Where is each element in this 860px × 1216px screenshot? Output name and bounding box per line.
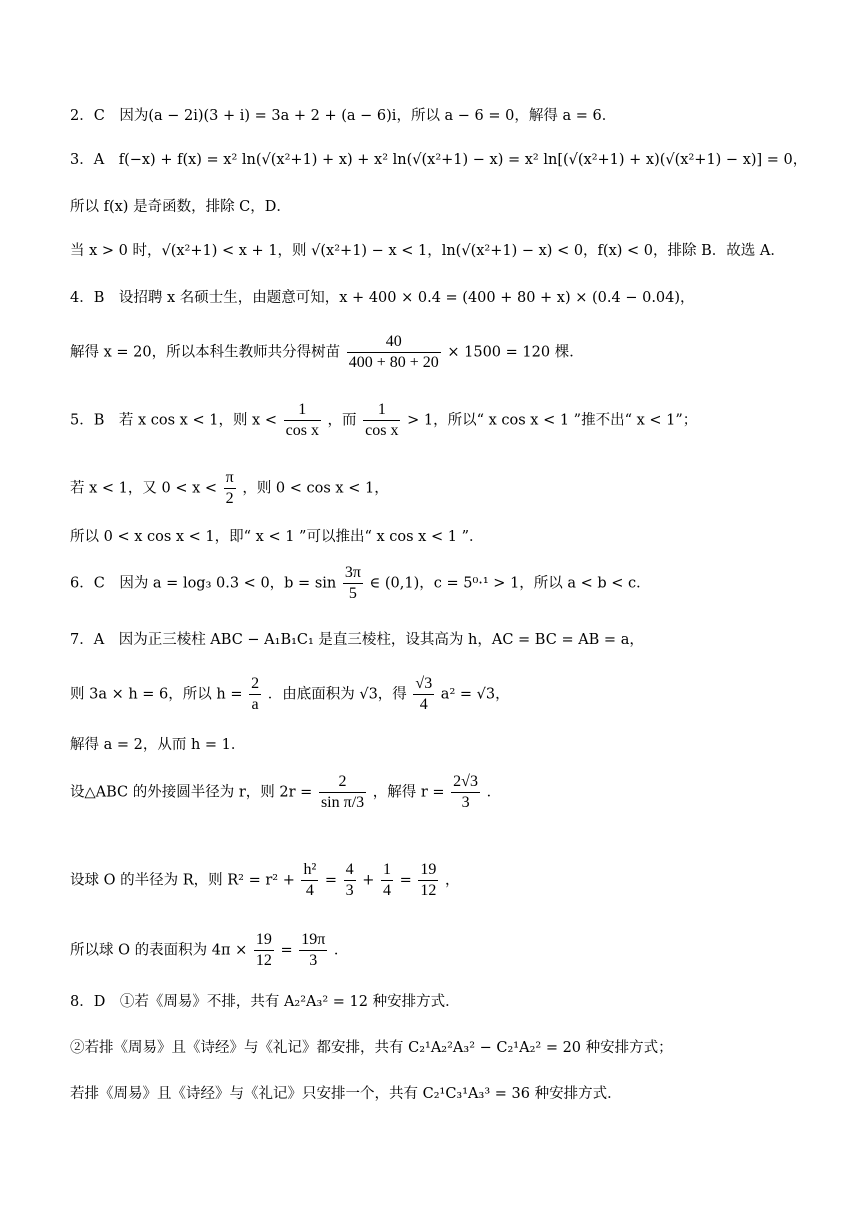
denominator: 2: [225, 490, 234, 507]
answer-4-line-2: [70, 332, 840, 373]
fraction: [344, 860, 356, 901]
answer-4-line-1: 4．B 设招聘 x 名硕士生，由题意可知，x + 400 × 0.4 = (400 + 80 + x) × (0.4 − 0.04)，: [70, 290, 695, 306]
fraction: [224, 468, 236, 509]
denominator: 12: [420, 882, 437, 899]
text: ，而: [327, 412, 357, 429]
numerator: 1: [381, 860, 393, 881]
answer-7-line-6: [70, 930, 840, 971]
fraction: [249, 674, 261, 715]
denominator: 3: [309, 952, 318, 969]
numerator: h²: [301, 860, 318, 881]
text: 则 3a × h = 6，所以 h =: [70, 686, 243, 703]
numerator: 19π: [299, 930, 327, 951]
answer-8-line-1: 8．D ①若《周易》不排，共有 A₂²A₃² = 12 种安排方式．: [70, 994, 460, 1010]
fraction: [451, 772, 480, 813]
text: 所以球 O 的表面积为 4π ×: [70, 942, 248, 959]
text: 解得 x = 20，所以本科生教师共分得树苗: [70, 344, 341, 361]
fraction: [254, 930, 274, 971]
numerator: 2√3: [451, 772, 480, 793]
denominator: 5: [348, 585, 357, 602]
numerator: 3π: [343, 563, 363, 584]
answer-3-line-1: 3．A f(−x) + f(x) = x² ln(√(x²+1) + x) + x² ln(√(x²+1) − x) = x² ln[(√(x²+1) + x)(√(x²+1) − x)] = 0，: [70, 152, 808, 168]
text: ，则 0 < cos x < 1，: [242, 480, 389, 497]
numerator: 1: [284, 400, 321, 421]
denominator: 3: [345, 882, 354, 899]
text: > 1，所以“ x cos x < 1 ”推不出“ x < 1”；: [407, 412, 698, 429]
text: a² = √3，: [440, 686, 510, 703]
numerator: √3: [413, 674, 434, 695]
fraction: [343, 563, 363, 604]
text: 设球 O 的半径为 R，则 R² = r² +: [70, 872, 295, 889]
fraction: [299, 930, 327, 971]
fraction: [413, 674, 434, 715]
fraction: [284, 400, 321, 441]
denominator: cos x: [285, 422, 319, 439]
text: 设△ABC 的外接圆半径为 r，则 2r =: [70, 784, 313, 801]
answer-8-line-3: 若排《周易》且《诗经》与《礼记》只安排一个，共有 C₂¹C₃¹A₃³ = 36 种安排方式．: [70, 1086, 622, 1102]
fraction: [381, 860, 393, 901]
numerator: 1: [363, 400, 400, 421]
numerator: 2: [249, 674, 261, 695]
text: 若 x < 1，又 0 < x <: [70, 480, 218, 497]
numerator: 40: [347, 332, 441, 353]
answer-5-line-2: [70, 468, 840, 509]
numerator: 19: [418, 860, 438, 881]
denominator: cos x: [365, 422, 399, 439]
answer-6: [70, 563, 840, 604]
fraction: [319, 772, 366, 813]
text: =: [399, 872, 412, 889]
denominator: 12: [255, 952, 272, 969]
numerator: 2: [319, 772, 366, 793]
text: 6．C 因为 a = log₃ 0.3 < 0，b = sin: [70, 575, 337, 592]
text: ，解得 r =: [372, 784, 445, 801]
numerator: π: [224, 468, 236, 489]
text: ．由底面积为 √3，得: [267, 686, 407, 703]
fraction: [301, 860, 318, 901]
text: +: [362, 872, 375, 889]
answer-7-line-2: [70, 674, 840, 715]
answer-3-line-2: 所以 f(x) 是奇函数，排除 C，D．: [70, 199, 291, 215]
answer-2: 2．C 因为(a − 2i)(3 + i) = 3a + 2 + (a − 6)i，所以 a − 6 = 0，解得 a = 6．: [70, 108, 617, 124]
text: =: [280, 942, 293, 959]
denominator: 400 + 80 + 20: [348, 354, 439, 371]
answer-5-line-3: 所以 0 < x cos x < 1，即“ x < 1 ”可以推出“ x cos x < 1 ”．: [70, 529, 484, 545]
denominator: 4: [419, 696, 428, 713]
denominator: 4: [305, 882, 314, 899]
denominator: 3: [461, 794, 470, 811]
answer-3-line-3: 当 x > 0 时，√(x²+1) < x + 1，则 √(x²+1) − x < 1，ln(√(x²+1) − x) < 0，f(x) < 0，排除 B．故选 A．: [70, 243, 785, 259]
text: =: [324, 872, 338, 889]
fraction: [347, 332, 441, 373]
fraction: [418, 860, 438, 901]
text: × 1500 = 120 棵．: [447, 344, 584, 361]
fraction: [363, 400, 400, 441]
answer-7-line-4: [70, 772, 840, 813]
text: ．: [333, 942, 349, 959]
answer-7-line-5: [70, 860, 840, 901]
text: ．: [486, 784, 502, 801]
text: 5．B 若 x cos x < 1，则 x <: [70, 412, 277, 429]
answer-5-line-1: [70, 400, 840, 441]
numerator: 19: [254, 930, 274, 951]
text: ∈ (0,1)，c = 5⁰·¹ > 1，所以 a < b < c．: [369, 575, 651, 592]
denominator: a: [251, 696, 259, 713]
text: ，: [444, 872, 460, 889]
numerator: 4: [344, 860, 356, 881]
denominator: 4: [383, 882, 391, 899]
answer-8-line-2: ②若排《周易》且《诗经》与《礼记》都安排，共有 C₂¹A₂²A₃² − C₂¹A₂² = 20 种安排方式；: [70, 1040, 673, 1056]
answer-7-line-1: 7．A 因为正三棱柱 ABC − A₁B₁C₁ 是直三棱柱，设其高为 h，AC = BC = AB = a，: [70, 632, 644, 648]
answer-7-line-3: 解得 a = 2，从而 h = 1．: [70, 737, 246, 753]
denominator: sin π/3: [320, 794, 365, 811]
